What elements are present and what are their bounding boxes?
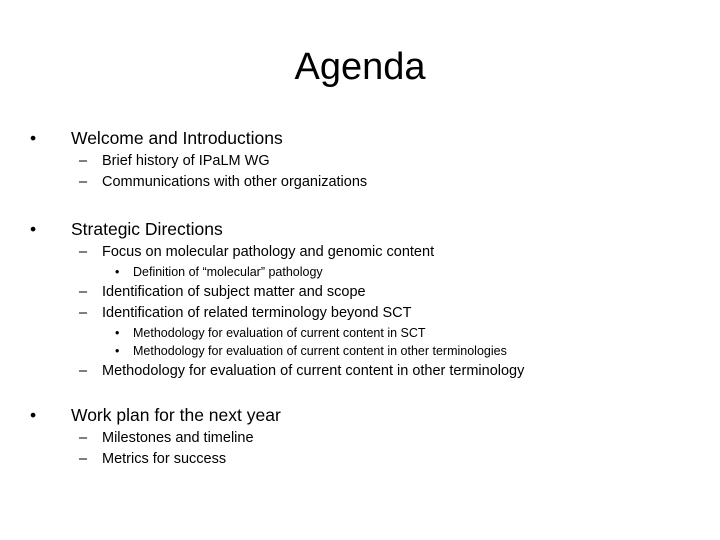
bullet-icon: • bbox=[115, 326, 120, 340]
item-label: Focus on molecular pathology and genomic content bbox=[102, 244, 435, 260]
bullet-icon: • bbox=[115, 344, 120, 358]
item-label: Methodology for evaluation of current content in other terminology bbox=[102, 363, 525, 379]
item-label: Milestones and timeline bbox=[102, 430, 254, 446]
dash-icon: – bbox=[79, 363, 88, 379]
dash-icon: – bbox=[79, 174, 88, 190]
section-label: Work plan for the next year bbox=[71, 405, 281, 425]
section-label: Strategic Directions bbox=[71, 219, 223, 239]
subitem-label: Methodology for evaluation of current content in SCT bbox=[133, 326, 426, 340]
dash-icon: – bbox=[79, 244, 88, 260]
dash-icon: – bbox=[79, 284, 88, 300]
section-label: Welcome and Introductions bbox=[71, 128, 283, 148]
item-label: Metrics for success bbox=[102, 451, 227, 467]
dash-icon: – bbox=[79, 430, 88, 446]
item-label: Brief history of IPaLM WG bbox=[102, 153, 270, 169]
item-label: Identification of subject matter and scope bbox=[102, 284, 366, 300]
bullet-icon: • bbox=[30, 219, 37, 239]
dash-icon: – bbox=[79, 153, 88, 169]
bullet-icon: • bbox=[30, 128, 37, 148]
slide-title: Agenda bbox=[294, 46, 426, 88]
item-label: Identification of related terminology beyond SCT bbox=[102, 305, 412, 321]
bullet-icon: • bbox=[115, 265, 120, 279]
subitem-label: Definition of “molecular” pathology bbox=[133, 265, 323, 279]
subitem-label: Methodology for evaluation of current content in other terminologies bbox=[133, 344, 507, 358]
item-label: Communications with other organizations bbox=[102, 174, 368, 190]
bullet-icon: • bbox=[30, 405, 37, 425]
dash-icon: – bbox=[79, 451, 88, 467]
dash-icon: – bbox=[79, 305, 88, 321]
